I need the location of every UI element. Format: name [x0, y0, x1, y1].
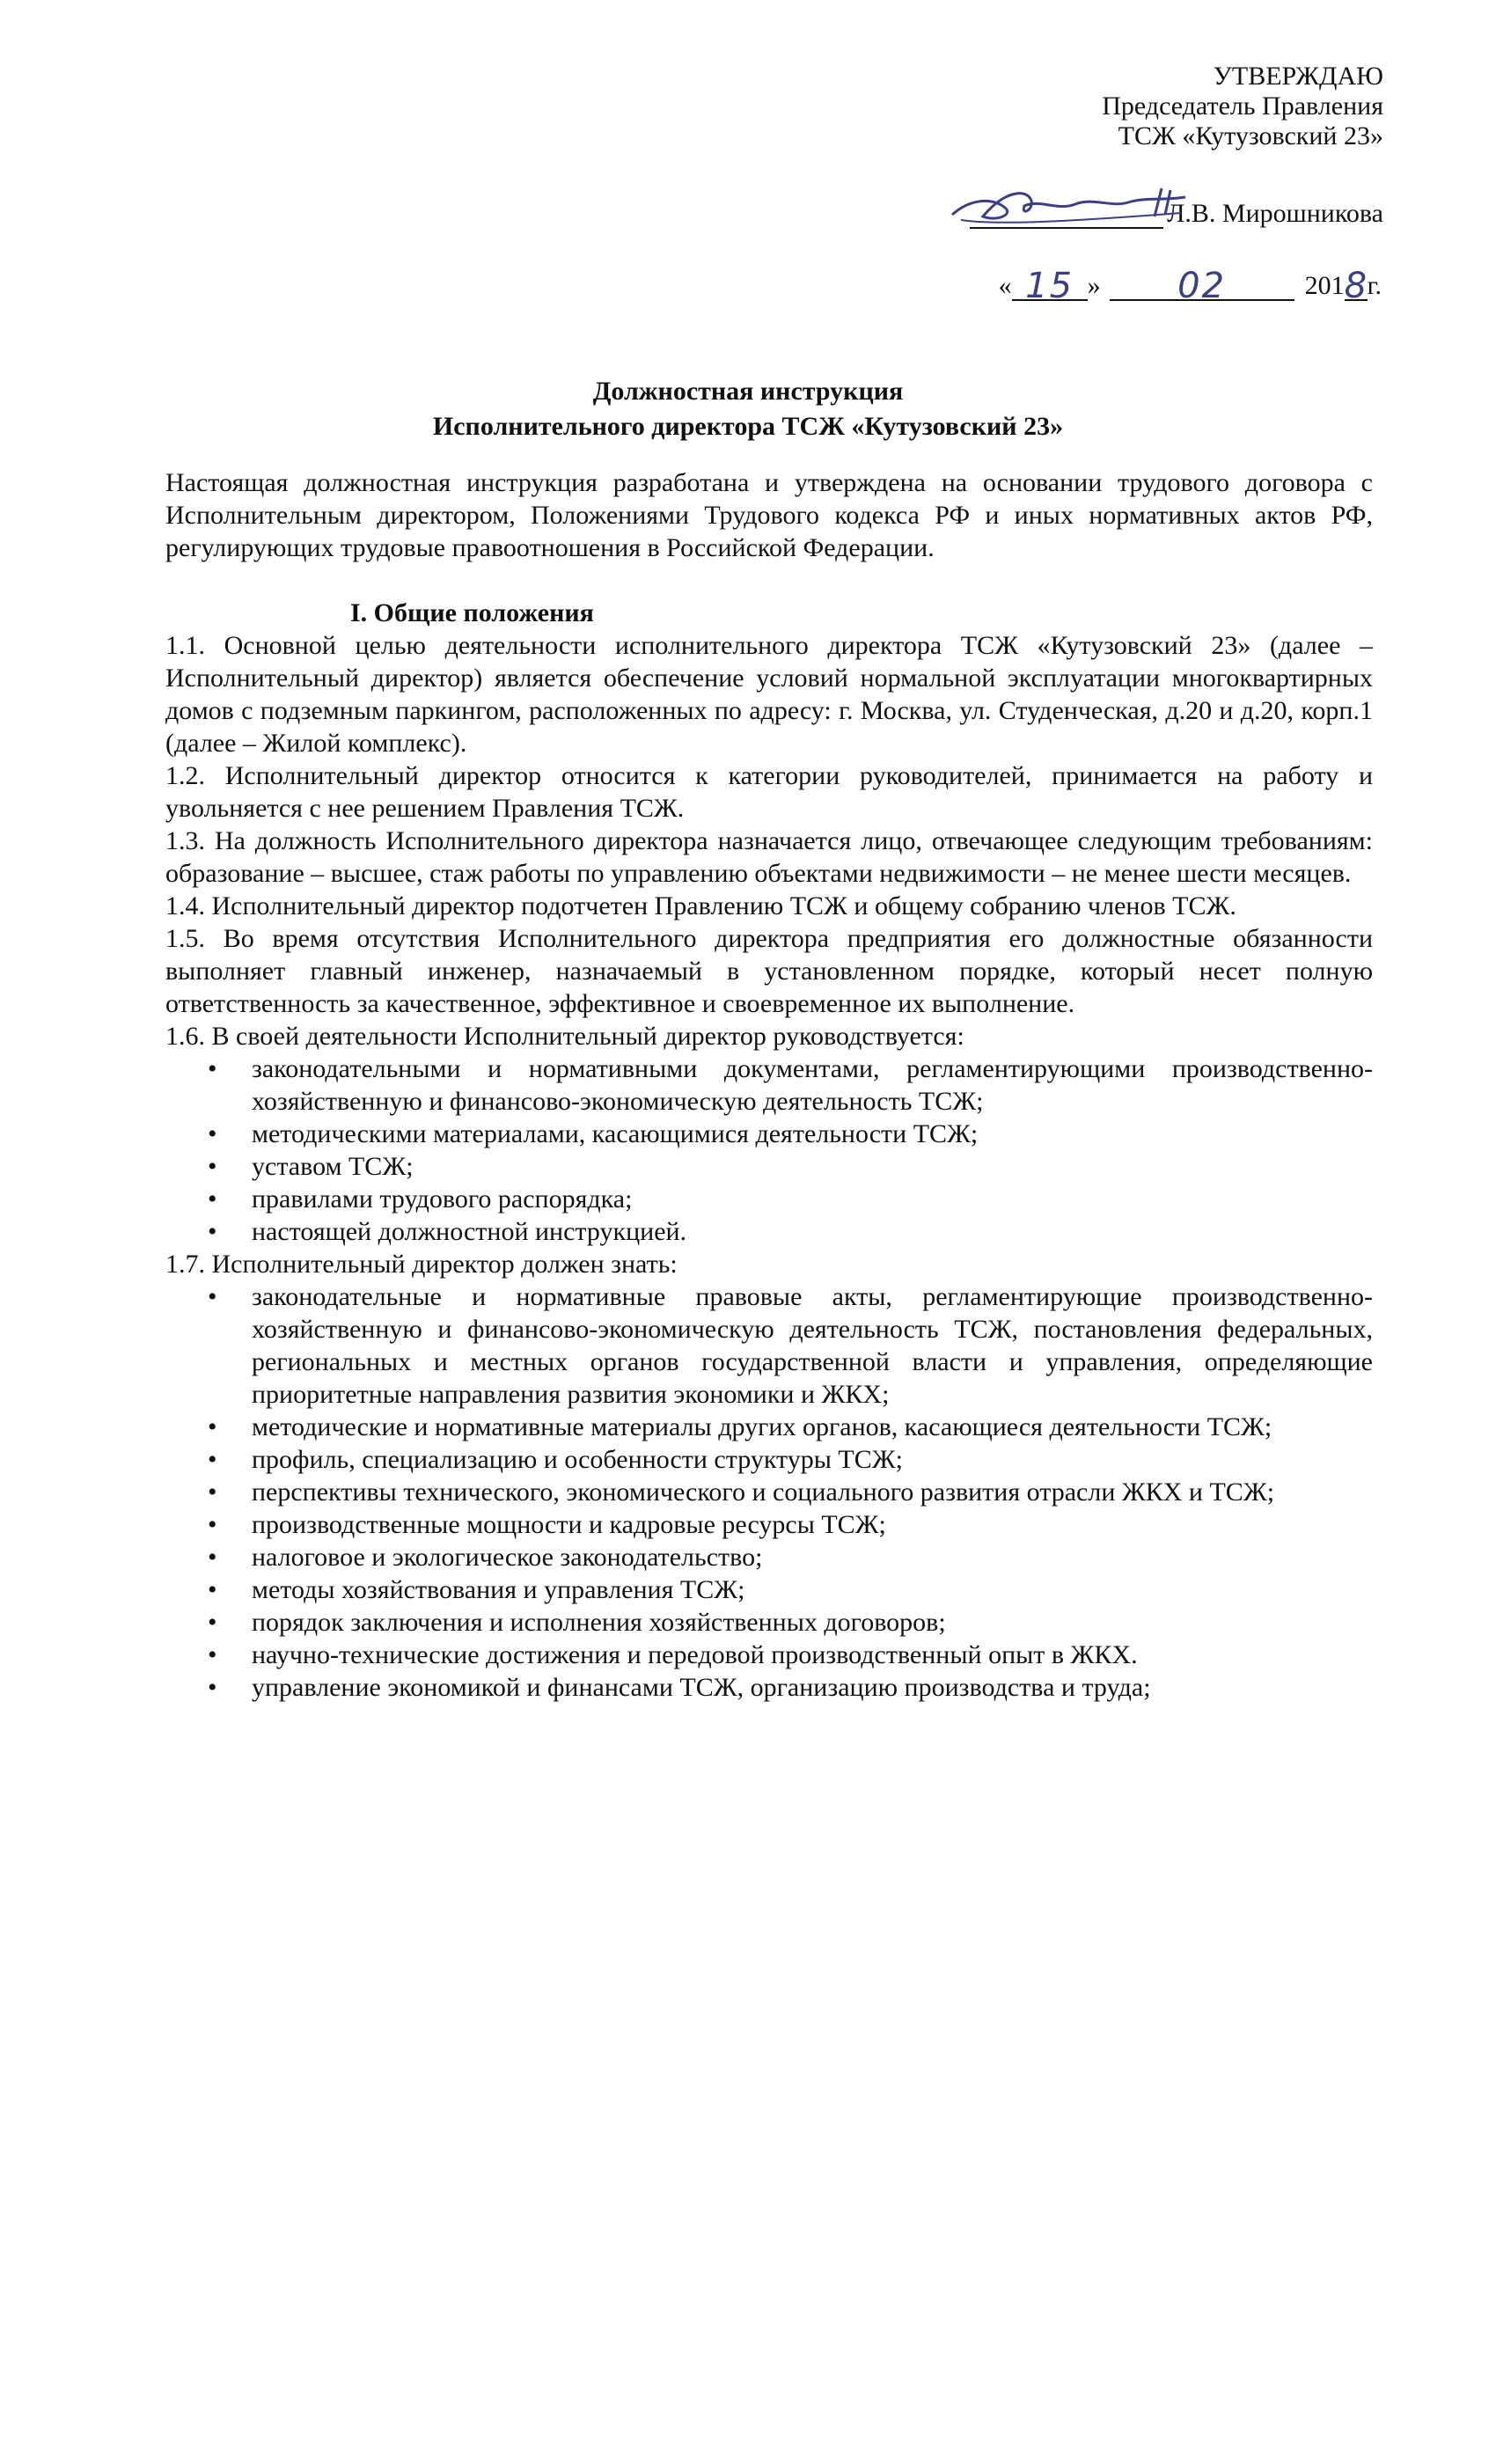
list-item: • законодательными и нормативными документами, регламентирующими производственно-хозяйственную и финансово-экономическую деятельность ТСЖ; — [165, 1052, 1373, 1118]
title-line-1: Должностная инструкция — [592, 377, 904, 406]
list-item: • методическими материалами, касающимися деятельности ТСЖ; — [165, 1118, 1373, 1150]
list-item: • профиль, специализацию и особенности структуры ТСЖ; — [165, 1443, 1373, 1476]
document-body — [165, 466, 1373, 1704]
paragraph-1-6: 1.6. В своей деятельности Исполнительный директор руководствуется: — [165, 1022, 964, 1051]
date-close-quote: » — [1087, 271, 1101, 300]
list-item: • правилами трудового распорядка; — [165, 1183, 1373, 1215]
date-open-quote: « — [998, 271, 1012, 300]
paragraph-1-2: 1.2. Исполнительный директор относится к категории руководителей, принимается на работу и увольняется с нее решением Правления ТСЖ. — [165, 761, 1373, 823]
date-year-field — [1344, 266, 1369, 306]
signature-line — [970, 199, 1383, 229]
signature-blank — [970, 201, 1163, 229]
intro-paragraph: Настоящая должностная инструкция разработана и утверждена на основании трудового договора с Исполнительным директором, Положениями Трудового кодекса РФ и иных нормативных актов РФ, регулирующих трудовые правоотношения в Российской Федерации. — [165, 468, 1373, 562]
list-item: • управление экономикой и финансами ТСЖ, организацию производства и труда; — [165, 1671, 1373, 1704]
date-year-prefix: 201 — [1304, 271, 1345, 300]
approve-word: УТВЕРЖДАЮ — [1213, 62, 1383, 91]
approver-organization: ТСЖ «Кутузовский 23» — [1118, 121, 1383, 150]
list-item: • налоговое и экологическое законодательство; — [165, 1541, 1373, 1573]
date-day-handwritten: 15 — [1025, 266, 1074, 306]
list-item: • методы хозяйствования и управления ТСЖ; — [165, 1573, 1373, 1606]
list-item: • производственные мощности и кадровые ресурсы ТСЖ; — [165, 1508, 1373, 1541]
list-item: • методические и нормативные материалы других органов, касающиеся деятельности ТСЖ; — [165, 1411, 1373, 1443]
paragraph-1-7: 1.7. Исполнительный директор должен знать: — [165, 1250, 678, 1279]
list-1-6 — [165, 1052, 1373, 1248]
approver-position: Председатель Правления — [1102, 92, 1383, 121]
date-month-field — [1110, 266, 1294, 306]
date-day-field — [1012, 266, 1088, 306]
date-year-handwritten: 8 — [1344, 266, 1369, 306]
list-item: • научно-технические достижения и передовой производственный опыт в ЖКХ. — [165, 1639, 1373, 1671]
paragraph-1-4: 1.4. Исполнительный директор подотчетен Правлению ТСЖ и общему собранию членов ТСЖ. — [165, 891, 1236, 920]
list-item: • уставом ТСЖ; — [165, 1150, 1373, 1183]
approval-block — [1102, 62, 1383, 151]
date-suffix: г. — [1367, 271, 1382, 300]
list-1-7 — [165, 1280, 1373, 1704]
title-line-2: Исполнительного директора ТСЖ «Кутузовский 23» — [432, 412, 1064, 441]
signatory-name: Л.В. Мирошникова — [1167, 199, 1383, 228]
list-item: • порядок заключения и исполнения хозяйственных договоров; — [165, 1606, 1373, 1639]
section-heading: I. Общие положения — [350, 598, 594, 627]
list-item: • настоящей должностной инструкцией. — [165, 1215, 1373, 1248]
list-item: • перспективы технического, экономического и социального развития отрасли ЖКХ и ТСЖ; — [165, 1476, 1373, 1508]
document-title — [0, 374, 1496, 444]
paragraph-1-5: 1.5. Во время отсутствия Исполнительного директора предприятия его должностные обязанности выполняет главный инженер, назначаемый в установленном порядке, который несет полную ответственность за качественное, эффективное и своевременное их выполнение. — [165, 924, 1373, 1018]
paragraph-1-1: 1.1. Основной целью деятельности исполнительного директора ТСЖ «Кутузовский 23» (далее – Исполнительный директор) является обеспечение условий нормальной эксплуатации многоквартирных домов с подземным паркингом, расположенных по адресу: г. Москва, ул. Студенческая, д.20 и д.20, корп.1 (далее – Жилой комплекс). — [165, 631, 1373, 758]
signature-icon — [943, 181, 1199, 234]
date-month-handwritten: 02 — [1177, 266, 1227, 306]
paragraph-1-3: 1.3. На должность Исполнительного директора назначается лицо, отвечающее следующим требованиям: образование – высшее, стаж работы по управлению объектами недвижимости – не менее шести месяцев. — [165, 826, 1373, 888]
list-item: • законодательные и нормативные правовые акты, регламентирующие производственно-хозяйственную и финансово-экономическую деятельность ТСЖ, постановления федеральных, региональных и местных органов государственной власти и управления, определяющие приоритетные направления развития экономики и ЖКХ; — [165, 1280, 1373, 1411]
approval-date — [998, 266, 1382, 306]
